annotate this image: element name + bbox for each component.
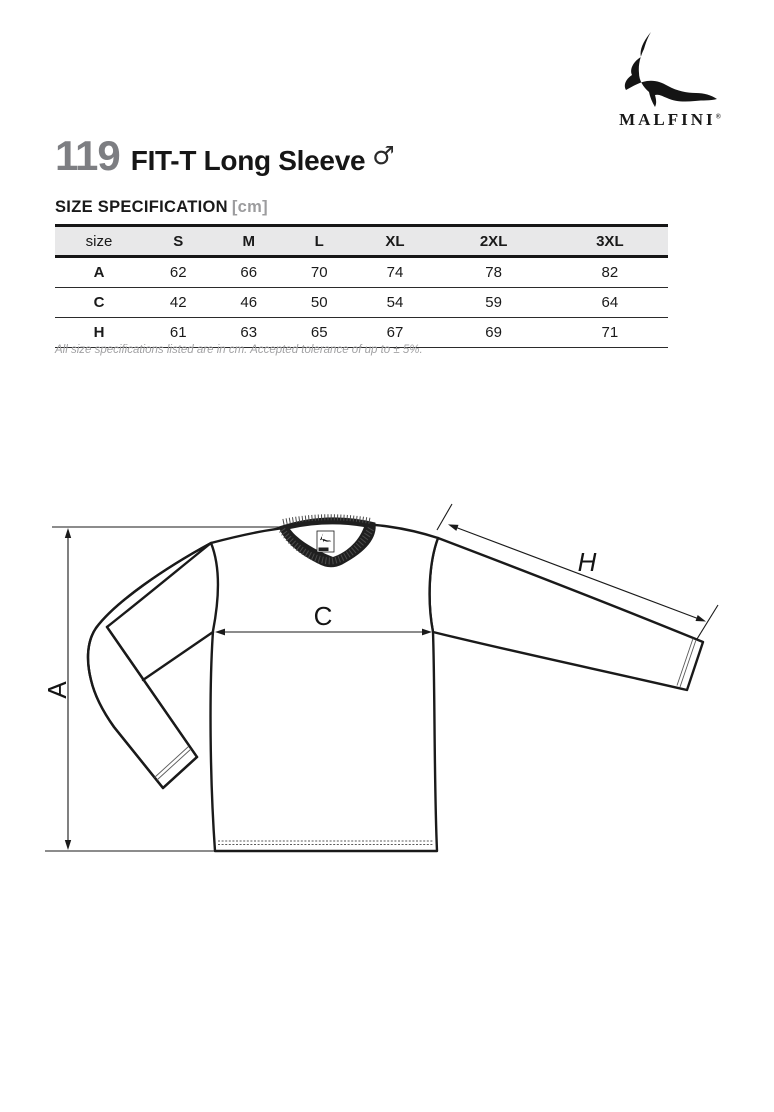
neck-label <box>317 531 334 552</box>
size-cell: 78 <box>485 264 502 281</box>
dimension-h-label: H <box>577 547 597 577</box>
brand-logotype: MALFINI® <box>619 110 721 129</box>
size-cell: 82 <box>601 264 619 281</box>
column-header-2xl: 2XL <box>479 232 508 250</box>
size-cell: 67 <box>386 324 404 341</box>
right-sleeve <box>430 538 703 690</box>
column-header-l: L <box>314 232 324 250</box>
column-header-3xl: 3XL <box>596 232 624 250</box>
size-cell: 70 <box>310 264 328 281</box>
dimension-c-label: C <box>313 601 333 631</box>
size-cell: 61 <box>169 324 187 341</box>
size-cell: 42 <box>169 294 187 311</box>
registered-mark: ® <box>715 112 721 121</box>
dimension-a-label: A <box>42 681 72 699</box>
size-cell: 59 <box>485 294 502 311</box>
shirt-body <box>211 524 438 851</box>
size-cell: 71 <box>601 324 619 341</box>
tolerance-footnote: All size specifications listed are in cm. Accepted tolerance of up to ± 5%. <box>55 344 423 356</box>
size-cell: 66 <box>240 264 258 281</box>
column-header-size: size <box>85 232 113 250</box>
column-header-m: M <box>242 232 255 250</box>
size-cell: 46 <box>240 294 258 311</box>
section-title: SIZE SPECIFICATION <box>55 198 228 216</box>
size-cell: 74 <box>386 264 404 281</box>
row-label-c: C <box>93 294 105 311</box>
column-header-s: S <box>173 232 184 250</box>
size-cell: 62 <box>169 264 187 281</box>
size-cell: 54 <box>386 294 404 311</box>
product-name: FIT-T Long Sleeve <box>130 145 366 176</box>
row-label-h: H <box>93 324 105 341</box>
row-label-a: A <box>93 264 105 281</box>
product-number: 119 <box>55 132 120 179</box>
size-cell: 64 <box>601 294 619 311</box>
size-cell: 65 <box>310 324 328 341</box>
unit-label: [cm] <box>231 198 268 216</box>
male-gender-icon: ♂ <box>372 141 395 170</box>
size-cell: 63 <box>240 324 258 341</box>
column-header-xl: XL <box>385 232 405 250</box>
left-sleeve <box>88 543 213 788</box>
size-cell: 50 <box>310 294 328 311</box>
size-cell: 69 <box>485 324 502 341</box>
